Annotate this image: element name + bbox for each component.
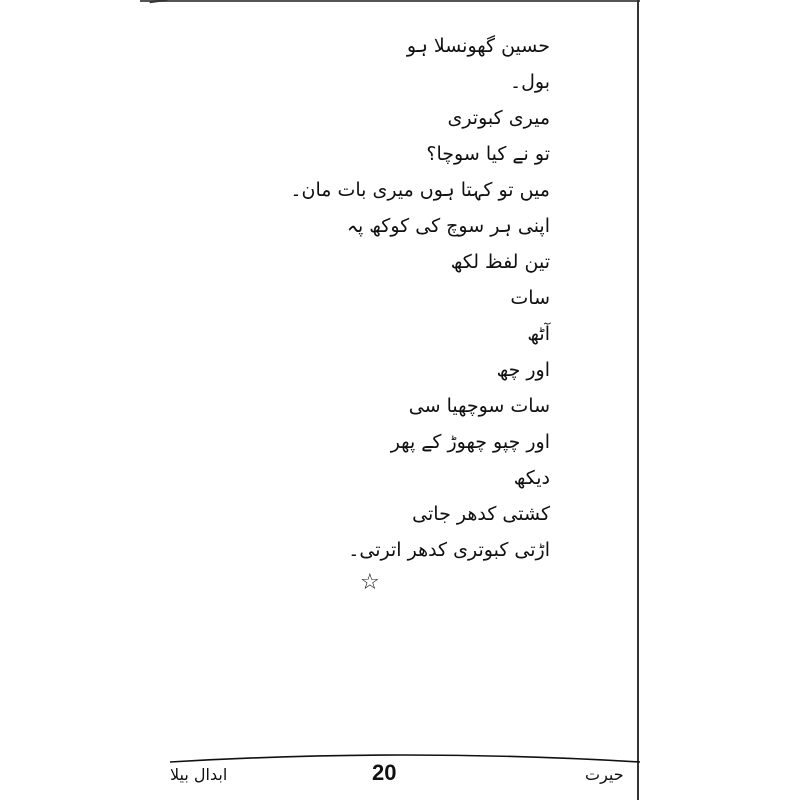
footer-book-title: حیرت [585, 765, 624, 784]
poem-line: بول۔ [509, 71, 550, 93]
poem-line: تو نے کیا سوچا؟ [426, 143, 550, 165]
poem-line: حسین گھونسلا ہو [406, 35, 550, 57]
poem-line: سات سوچھیا سی [408, 395, 550, 417]
poem-line: آٹھ [527, 323, 550, 345]
poem-line: اور چھ [496, 359, 550, 381]
footer-author: ابدال بیلا [170, 765, 228, 784]
poem-line: کشتی کدھر جاتی [412, 503, 550, 525]
footer-divider [170, 752, 640, 768]
poem-body [190, 28, 550, 568]
page-corner-mark [150, 0, 169, 9]
poem-line: اپنی ہر سوچ کی کوکھ پہ [346, 215, 550, 237]
star-icon: ☆ [360, 570, 380, 595]
poem-line: اڑتی کبوتری کدھر اترتی۔ [348, 539, 550, 561]
poem-line: سات [510, 287, 550, 309]
page-top-edge [140, 0, 640, 2]
page-right-edge [637, 0, 639, 800]
poem-line: میں تو کہتا ہوں میری بات مان۔ [290, 179, 550, 201]
page-number: 20 [372, 760, 397, 785]
poem-line: اور چپو چھوڑ کے پھر [390, 431, 550, 453]
poem-line: دیکھ [513, 467, 550, 489]
poem-line: تین لفظ لکھ [450, 251, 550, 273]
poem-line: میری کبوتری [447, 107, 550, 129]
